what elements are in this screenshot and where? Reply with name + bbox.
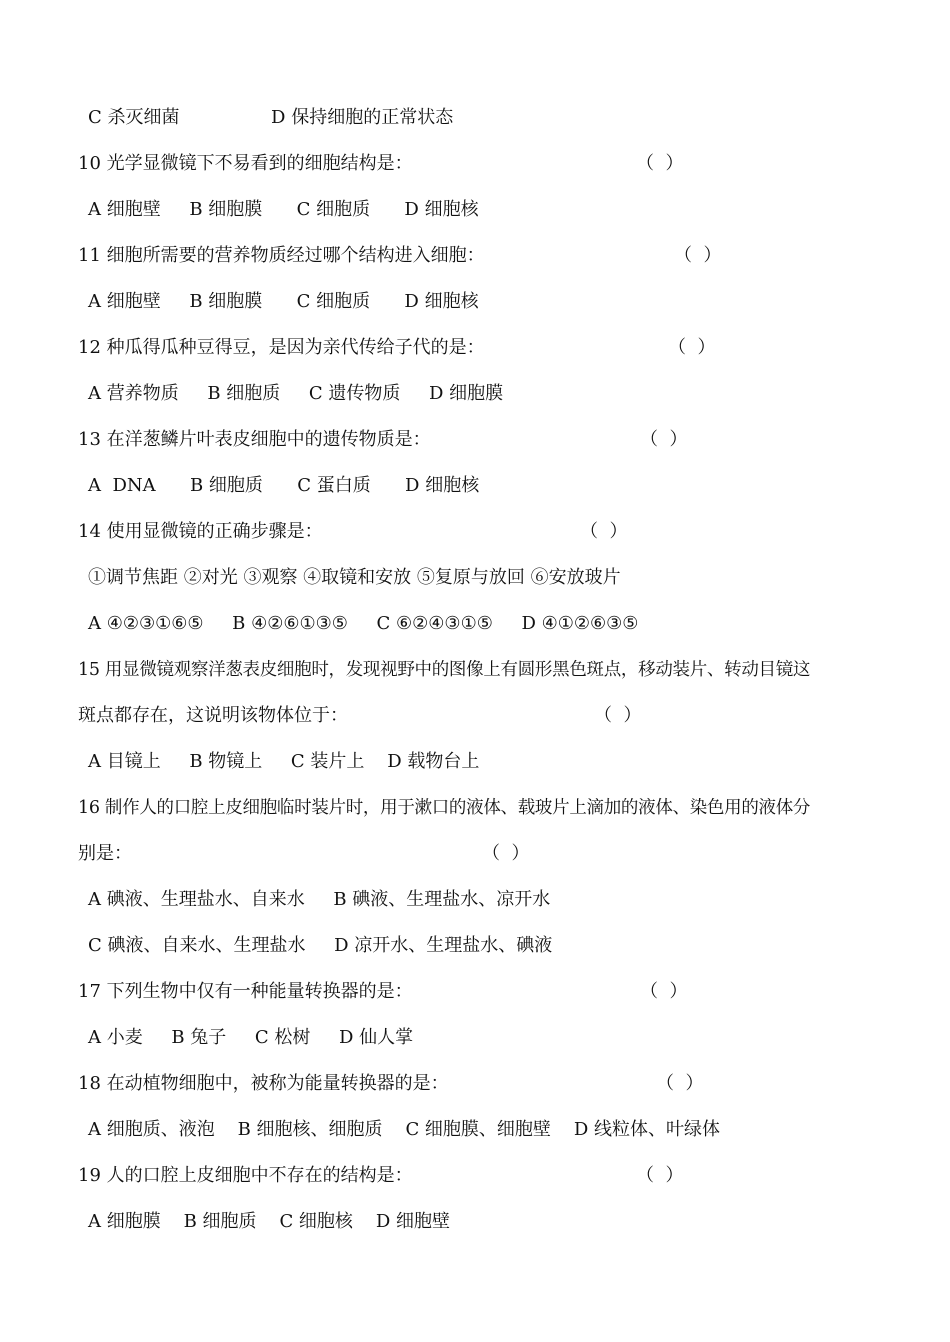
steps-14: ①调节焦距 ②对光 ③观察 ④取镜和安放 ⑤复原与放回 ⑥安放玻片 — [88, 567, 621, 588]
answer-bracket-10: （ ） — [636, 153, 684, 174]
answer-bracket-15: （ ） — [594, 705, 642, 726]
answer-bracket-14: （ ） — [580, 521, 628, 542]
options-12: A 营养物质 B 细胞质 C 遗传物质 D 细胞膜 — [88, 383, 504, 404]
options-19: A 细胞膜 B 细胞质 C 细胞核 D 细胞壁 — [88, 1211, 450, 1232]
question-17: 17 下列生物中仅有一种能量转换器的是： — [78, 981, 413, 1002]
options-15: A 目镜上 B 物镜上 C 装片上 D 载物台上 — [88, 751, 480, 772]
options-13: A DNA B 细胞质 C 蛋白质 D 细胞核 — [88, 475, 480, 496]
answer-bracket-12: （ ） — [668, 337, 716, 358]
answer-bracket-13: （ ） — [640, 429, 688, 450]
question-15-line-1: 15 用显微镜观察洋葱表皮细胞时，发现视野中的图像上有圆形黑色斑点，移动装片、转动目镜这 — [78, 660, 811, 680]
question-18: 18 在动植物细胞中，被称为能量转换器的是： — [78, 1073, 449, 1094]
question-16-line-1: 16 制作人的口腔上皮细胞临时装片时，用于漱口的液体、载玻片上滴加的液体、染色用的液体分 — [78, 798, 811, 818]
options-14: A ④②③①⑥⑤ B ④②⑥①③⑤ C ⑥②④③①⑤ D ④①②⑥③⑤ — [88, 613, 639, 634]
answer-bracket-11: （ ） — [674, 245, 722, 266]
question-14: 14 使用显微镜的正确步骤是： — [78, 521, 323, 542]
question-13: 13 在洋葱鳞片叶表皮细胞中的遗传物质是： — [78, 429, 431, 450]
answer-bracket-16: （ ） — [482, 843, 530, 864]
question-19: 19 人的口腔上皮细胞中不存在的结构是： — [78, 1165, 413, 1186]
question-11: 11 细胞所需要的营养物质经过哪个结构进入细胞： — [78, 245, 485, 266]
question-10: 10 光学显微镜下不易看到的细胞结构是： — [78, 153, 413, 174]
answer-bracket-18: （ ） — [656, 1073, 704, 1094]
options-17: A 小麦 B 兔子 C 松树 D 仙人掌 — [88, 1027, 414, 1048]
question-16-line-2: 别是： — [78, 843, 132, 864]
question-15-line-2: 斑点都存在，这说明该物体位于： — [78, 705, 348, 726]
options-16-ab: A 碘液、生理盐水、自来水 B 碘液、生理盐水、凉开水 — [88, 889, 551, 910]
answer-bracket-19: （ ） — [636, 1165, 684, 1186]
answer-bracket-17: （ ） — [640, 981, 688, 1002]
option-line-9: C 杀灭细菌 D 保持细胞的正常状态 — [88, 107, 454, 128]
options-10: A 细胞壁 B 细胞膜 C 细胞质 D 细胞核 — [88, 199, 479, 220]
options-11: A 细胞壁 B 细胞膜 C 细胞质 D 细胞核 — [88, 291, 479, 312]
options-16-cd: C 碘液、自来水、生理盐水 D 凉开水、生理盐水、碘液 — [88, 935, 553, 956]
question-12: 12 种瓜得瓜种豆得豆，是因为亲代传给子代的是： — [78, 337, 485, 358]
options-18: A 细胞质、液泡 B 细胞核、细胞质 C 细胞膜、细胞壁 D 线粒体、叶绿体 — [88, 1119, 720, 1140]
